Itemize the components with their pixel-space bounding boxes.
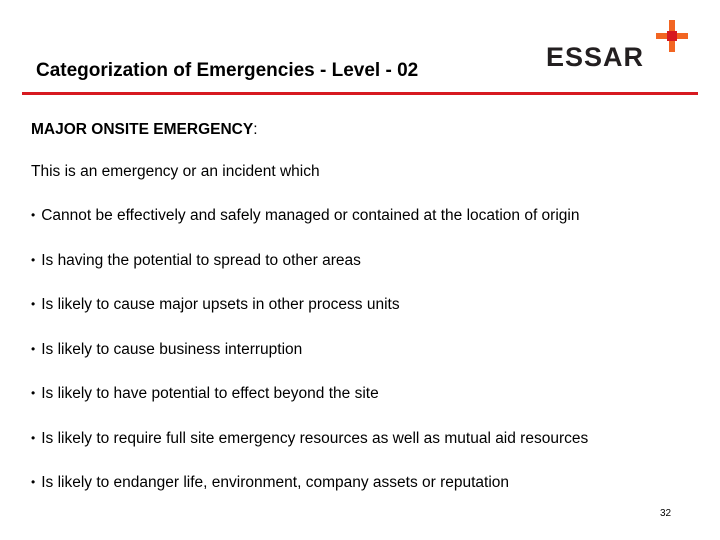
bullet-icon: •: [31, 430, 36, 445]
list-item: [31, 296, 588, 341]
list-item: [31, 252, 588, 297]
list-item: [31, 385, 588, 430]
bullet-icon: •: [31, 475, 36, 489]
section-heading-text: MAJOR ONSITE EMERGENCY: [31, 121, 254, 138]
list-item-text: Is likely to require full site emergency resources as well as mutual aid resources: [41, 429, 589, 447]
title-divider: [22, 92, 698, 95]
logo-wordmark: ESSAR: [546, 42, 645, 72]
list-item-text: Cannot be effectively and safely managed or contained at the location of origin: [41, 207, 580, 224]
section-heading-colon: :: [253, 121, 258, 138]
bullet-icon: •: [31, 341, 36, 356]
bullet-icon: •: [31, 386, 36, 400]
bullet-icon: •: [31, 208, 36, 222]
bullet-icon: •: [31, 297, 36, 311]
list-item: [31, 474, 588, 519]
list-item: [31, 430, 588, 475]
page-number: 32: [660, 508, 672, 519]
slide-title: Categorization of Emergencies - Level - 02: [36, 60, 419, 81]
list-item: [31, 207, 588, 252]
list-item-text: Is likely to have potential to effect beyond the site: [41, 385, 379, 402]
logo-star-icon: [656, 20, 688, 52]
list-item: [31, 341, 588, 386]
list-item-text: Is likely to cause business interruption: [41, 340, 303, 358]
logo-star-center: [667, 31, 677, 41]
criteria-list: [31, 207, 588, 519]
essar-logo: [538, 20, 688, 72]
intro-text: This is an emergency or an incident which: [31, 163, 320, 180]
list-item-text: Is likely to cause major upsets in other process units: [41, 296, 400, 313]
list-item-text: Is likely to endanger life, environment, company assets or reputation: [41, 474, 510, 491]
list-item-text: Is having the potential to spread to other areas: [41, 251, 361, 269]
section-heading: [31, 121, 258, 139]
bullet-icon: •: [31, 252, 36, 267]
